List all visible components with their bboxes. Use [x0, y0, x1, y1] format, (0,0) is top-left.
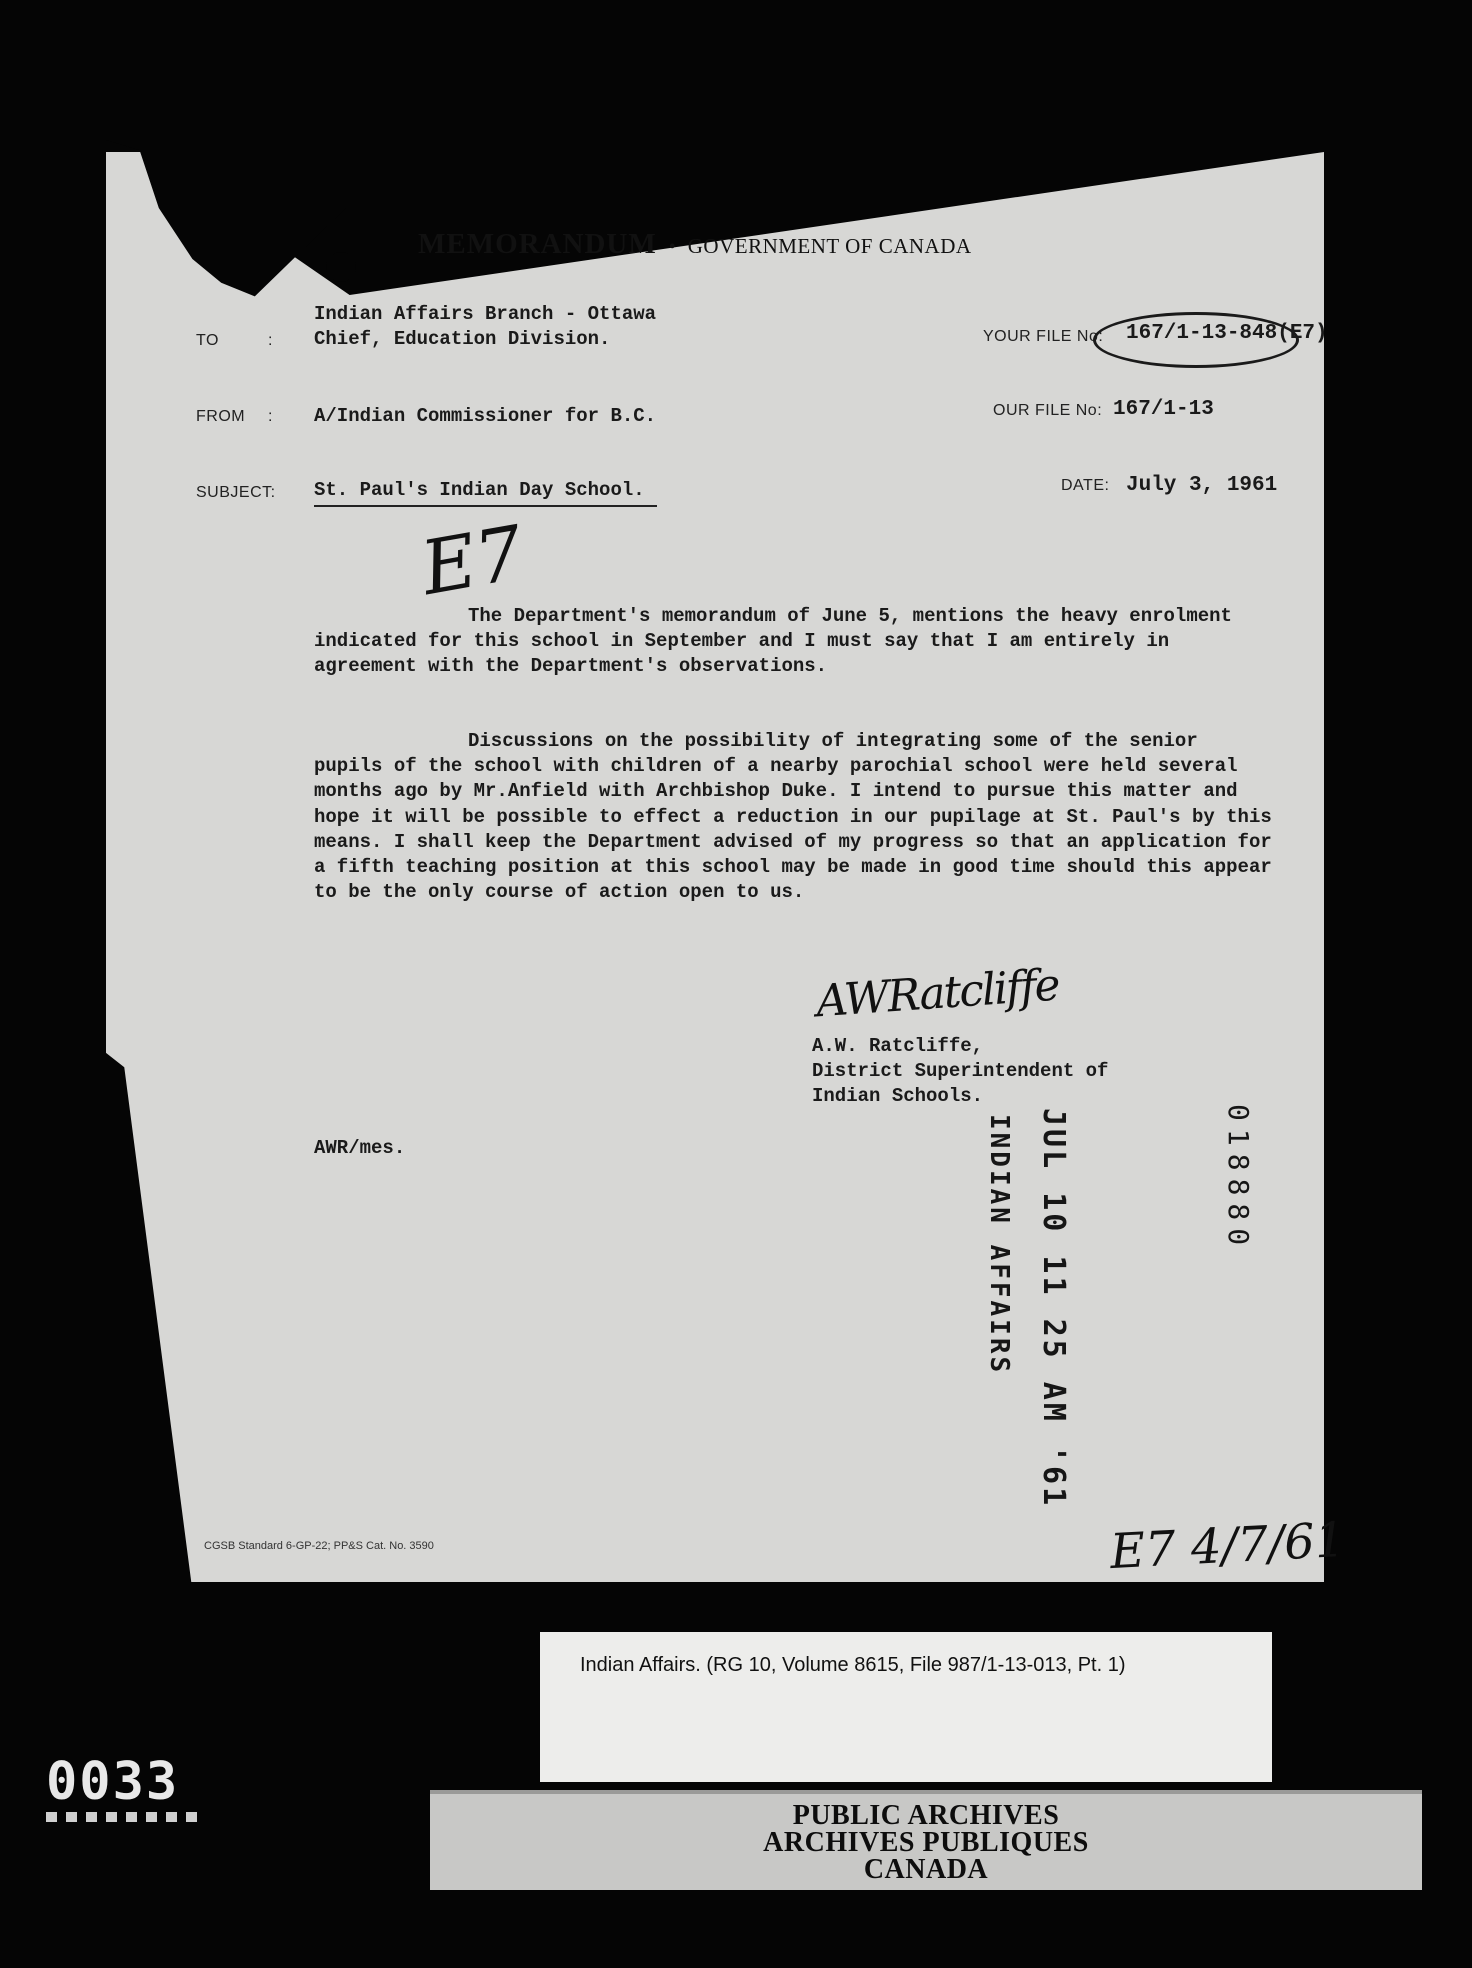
film-perforations	[46, 1812, 197, 1822]
typist-initials: AWR/mes.	[314, 1137, 406, 1159]
circled-file-number	[1093, 312, 1299, 368]
body-paragraph-2: Discussions on the possibility of integrating some of the senior pupils of the school with children of a nearby parochial school were held several months ago by Mr.Anfield with Archbishop Duke. I intend to pursue this matter and hope it will be possible to effect a reduction in our pupilage at St. Paul's by this means. I shall keep the Department advised of my progress so that an application for a fifth teaching position at this school may be made in good time should this appear to be the only course of action open to us.	[314, 730, 1272, 904]
archives-label	[430, 1802, 1422, 1883]
our-file-value: 167/1-13	[1113, 398, 1214, 421]
to-label: TO	[196, 332, 219, 349]
from-label: FROM	[196, 408, 246, 425]
header-separator: •	[668, 236, 676, 258]
memo-header	[418, 228, 972, 261]
your-file-label: YOUR FILE No:	[983, 328, 1104, 345]
film-frame-number: 0033	[46, 1752, 180, 1812]
archives-strip	[430, 1790, 1422, 1890]
body-paragraph-1: The Department's memorandum of June 5, mentions the heavy enrolment indicated for this school in September and I must say that I am entirely in agreement with the Department's observations.	[314, 605, 1232, 678]
handwritten-signature: AWRatcliffe	[814, 959, 1061, 1028]
subject-label: SUBJECT:	[196, 484, 276, 501]
your-file-value: 167/1-13-848(E7)	[1126, 322, 1328, 345]
to-line-2: Chief, Education Division.	[314, 328, 611, 350]
to-colon: :	[268, 332, 273, 349]
signature-title-1: District Superintendent of	[812, 1060, 1109, 1082]
archives-line-3: CANADA	[863, 1854, 989, 1885]
archives-line-1: PUBLIC ARCHIVES	[792, 1800, 1060, 1831]
document-number: 018880	[1222, 1104, 1255, 1254]
received-stamp-dept: INDIAN AFFAIRS	[984, 1114, 1014, 1376]
subject-value: St. Paul's Indian Day School.	[314, 478, 657, 507]
citation-text: Indian Affairs. (RG 10, Volume 8615, File 987/1-13-013, Pt. 1)	[580, 1654, 1126, 1676]
date-value: July 3, 1961	[1126, 474, 1278, 497]
archives-line-2: ARCHIVES PUBLIQUES	[763, 1827, 1089, 1858]
citation-card	[540, 1632, 1272, 1782]
memorandum-title: MEMORANDUM	[418, 228, 657, 260]
date-label: DATE:	[1061, 477, 1110, 494]
signature-title-2: Indian Schools.	[812, 1085, 984, 1107]
form-code: CGSB Standard 6-GP-22; PP&S Cat. No. 3590	[204, 1540, 434, 1552]
from-value: A/Indian Commissioner for B.C.	[314, 405, 657, 427]
government-title: GOVERNMENT OF CANADA	[687, 234, 972, 258]
handwritten-e7: E7	[415, 509, 530, 613]
signature-name: A.W. Ratcliffe,	[812, 1035, 984, 1057]
handwritten-date-note: E7 4/7/61	[1108, 1511, 1347, 1581]
punch-hole	[326, 252, 356, 282]
our-file-label: OUR FILE No:	[993, 402, 1103, 419]
from-colon: :	[268, 408, 273, 425]
received-stamp-date: JUL 10 11 25 AM '61	[1036, 1108, 1071, 1509]
to-line-1: Indian Affairs Branch - Ottawa	[314, 303, 657, 325]
